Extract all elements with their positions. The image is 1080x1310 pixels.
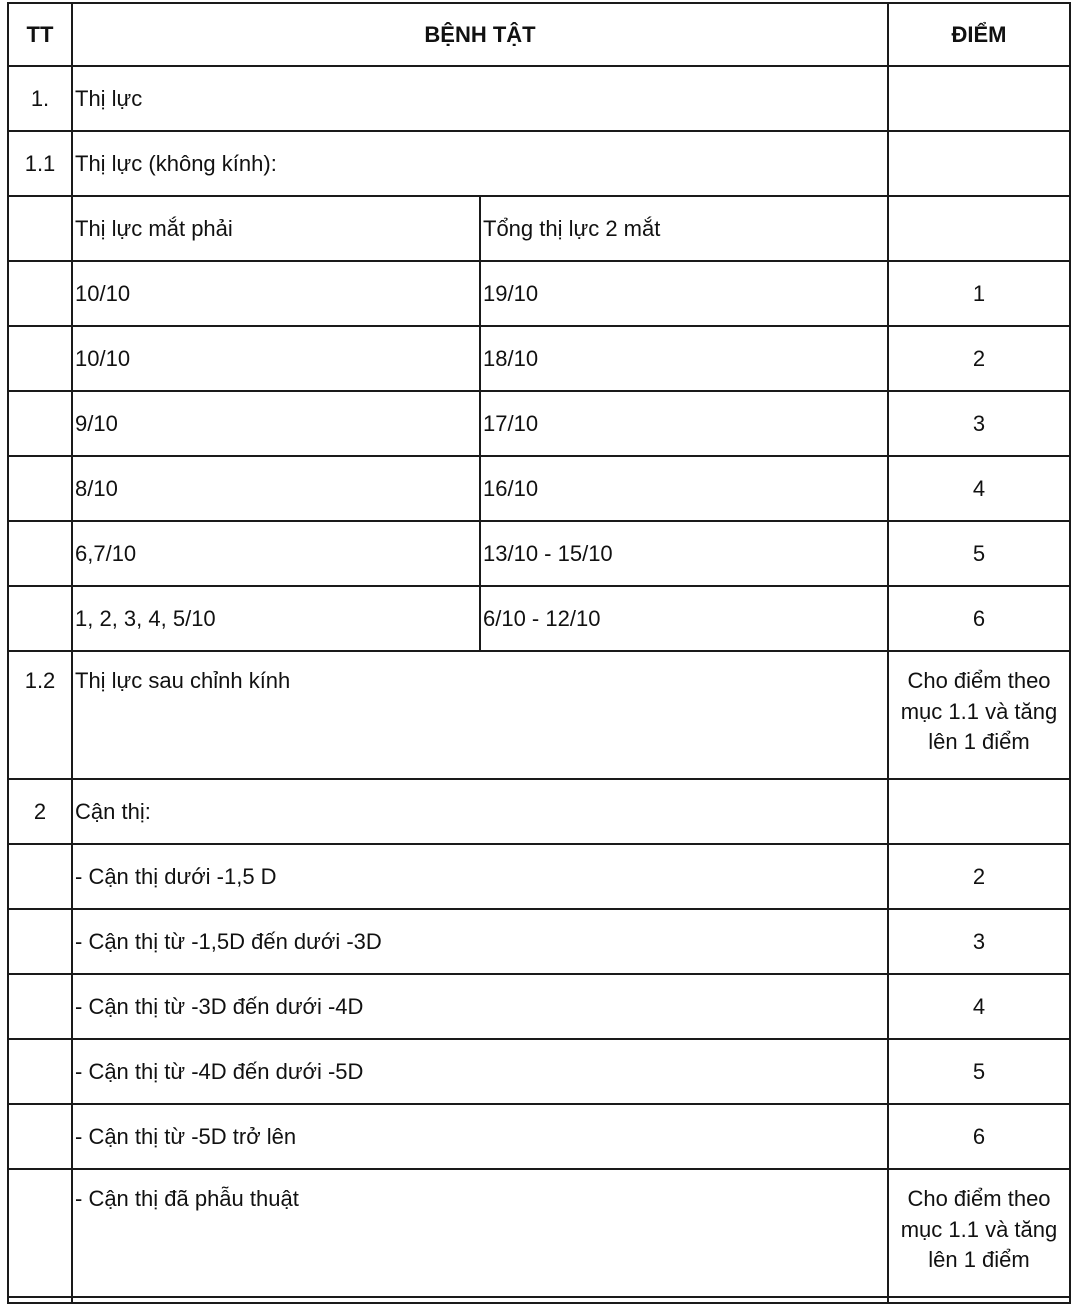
row-number: [8, 326, 72, 391]
col-right-eye-header: Thị lực mắt phải: [72, 196, 480, 261]
row-score: [888, 196, 1070, 261]
row-number: [8, 261, 72, 326]
row-text: - Cận thị từ -4D đến dưới -5D: [72, 1039, 888, 1104]
row-score: 6: [888, 1104, 1070, 1169]
row-number: [8, 586, 72, 651]
score-line: lên 1 điểm: [928, 729, 1030, 754]
right-eye-value: 10/10: [72, 261, 480, 326]
table-row: [8, 844, 1070, 909]
row-score: 2: [888, 326, 1070, 391]
table-row: [8, 131, 1070, 196]
table-row: [8, 391, 1070, 456]
row-score: [888, 651, 1070, 779]
row-score: [888, 779, 1070, 844]
table-row: [8, 456, 1070, 521]
row-score: 1: [888, 261, 1070, 326]
row-number: [8, 1039, 72, 1104]
score-line: mục 1.1 và tăng: [900, 698, 1058, 724]
row-text: Cận thị:: [72, 779, 888, 844]
row-text: - Cận thị đã phẫu thuật: [72, 1169, 888, 1297]
row-score: 2: [888, 844, 1070, 909]
total-eyes-value: 17/10: [480, 391, 888, 456]
row-number: 1.2: [8, 651, 72, 779]
total-eyes-value: 19/10: [480, 261, 888, 326]
row-text: [72, 1297, 888, 1303]
table-row: [8, 196, 1070, 261]
total-eyes-value: 16/10: [480, 456, 888, 521]
row-score: 3: [888, 391, 1070, 456]
row-number: [8, 844, 72, 909]
row-text: Thị lực (không kính):: [72, 131, 888, 196]
row-text: - Cận thị từ -5D trở lên: [72, 1104, 888, 1169]
row-text: - Cận thị dưới -1,5 D: [72, 844, 888, 909]
table-row: [8, 909, 1070, 974]
row-number: [8, 974, 72, 1039]
right-eye-value: 1, 2, 3, 4, 5/10: [72, 586, 480, 651]
row-score: 5: [888, 521, 1070, 586]
row-score: [888, 131, 1070, 196]
row-score: [888, 1169, 1070, 1297]
total-eyes-value: 13/10 - 15/10: [480, 521, 888, 586]
score-line: Cho điểm theo: [907, 1186, 1051, 1211]
row-score: 5: [888, 1039, 1070, 1104]
table-row: [8, 779, 1070, 844]
table-row: [8, 261, 1070, 326]
row-number: [8, 391, 72, 456]
total-eyes-value: 6/10 - 12/10: [480, 586, 888, 651]
table-row: [8, 1297, 1070, 1303]
right-eye-value: 8/10: [72, 456, 480, 521]
table-row: [8, 326, 1070, 391]
row-text: - Cận thị từ -1,5D đến dưới -3D: [72, 909, 888, 974]
row-number: [8, 456, 72, 521]
row-text: Thị lực sau chỉnh kính: [72, 651, 888, 779]
table-row: [8, 1104, 1070, 1169]
row-text: - Cận thị từ -3D đến dưới -4D: [72, 974, 888, 1039]
right-eye-value: 10/10: [72, 326, 480, 391]
table-row: [8, 651, 1070, 779]
score-line: Cho điểm theo: [907, 668, 1051, 693]
right-eye-value: 6,7/10: [72, 521, 480, 586]
row-score: 6: [888, 586, 1070, 651]
row-score: 4: [888, 456, 1070, 521]
table-header-row: [8, 3, 1070, 66]
row-number: 1.: [8, 66, 72, 131]
table-row: [8, 1169, 1070, 1297]
total-eyes-value: 18/10: [480, 326, 888, 391]
row-number: 2: [8, 779, 72, 844]
table-row: [8, 1039, 1070, 1104]
score-line: mục 1.1 và tăng: [900, 1216, 1058, 1242]
row-number: [8, 1104, 72, 1169]
col-total-both-eyes-header: Tổng thị lực 2 mắt: [480, 196, 888, 261]
header-diem: ĐIỂM: [888, 3, 1070, 66]
table-row: [8, 521, 1070, 586]
header-benh-tat: BỆNH TẬT: [72, 3, 888, 66]
row-score: 4: [888, 974, 1070, 1039]
table-row: [8, 974, 1070, 1039]
disease-score-table: [7, 2, 1071, 1304]
header-tt: TT: [8, 3, 72, 66]
score-line: lên 1 điểm: [928, 1247, 1030, 1272]
row-text: Thị lực: [72, 66, 888, 131]
row-number: [8, 521, 72, 586]
row-number: [8, 1297, 72, 1303]
row-number: [8, 1169, 72, 1297]
row-score: [888, 1297, 1070, 1303]
right-eye-value: 9/10: [72, 391, 480, 456]
table-row: [8, 586, 1070, 651]
table-row: [8, 66, 1070, 131]
row-score: [888, 66, 1070, 131]
row-score: 3: [888, 909, 1070, 974]
row-number: 1.1: [8, 131, 72, 196]
row-number: [8, 909, 72, 974]
row-number: [8, 196, 72, 261]
